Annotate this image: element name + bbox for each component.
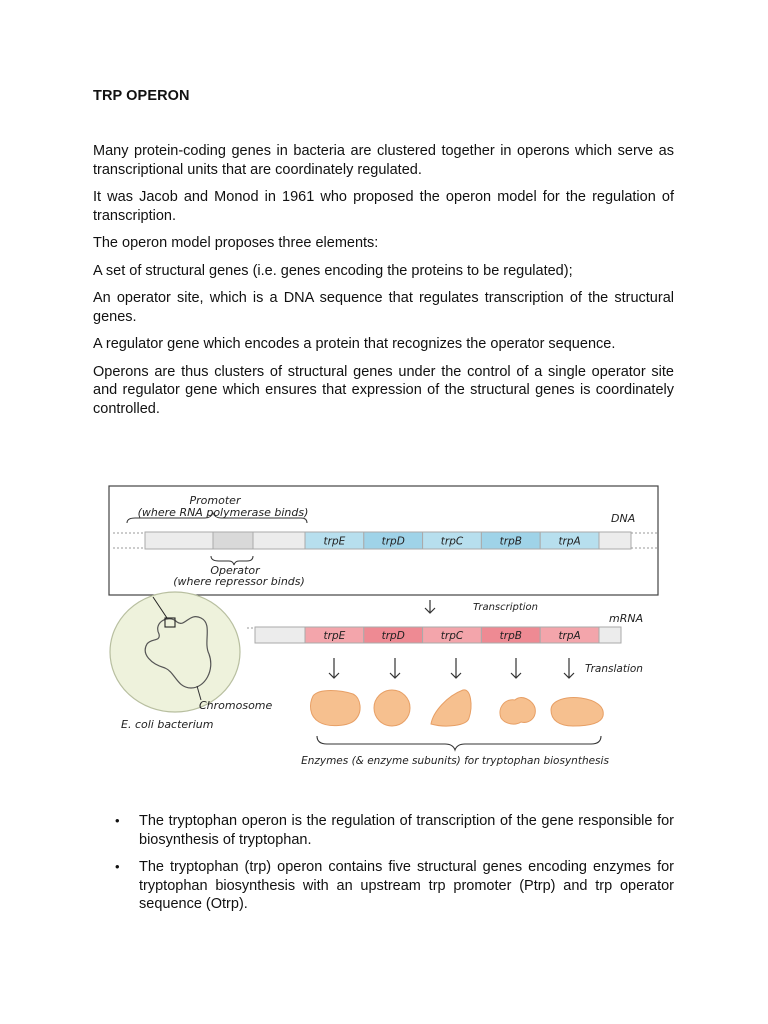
bullet-item (115, 858, 674, 914)
leader-region (253, 532, 305, 549)
mrna-gene-group (305, 627, 599, 643)
translation-arrow-trpa (564, 658, 574, 678)
mrna-gene-label-trpc: trpC (440, 630, 464, 642)
promoter-label: Promoter (189, 494, 241, 507)
bacterium-label: E. coli bacterium (121, 718, 214, 731)
translation-arrow-trpb (511, 658, 521, 678)
translation-arrow-trpc (451, 658, 461, 678)
page-title: TRP OPERON (93, 88, 190, 104)
bullet-list (115, 812, 674, 923)
trp-operon-svg (105, 482, 661, 772)
enzyme-group (311, 690, 604, 726)
bullet-marker: • (115, 859, 120, 874)
body-text (93, 142, 674, 427)
translation-arrow-trpd (390, 658, 400, 678)
enzyme-trpe (311, 691, 361, 726)
bullet-text: The tryptophan operon is the regulation of transcription of the gene responsible for biosynthesis of tryptophan. (139, 813, 674, 848)
mrna-gene-label-trpd: trpD (381, 630, 405, 642)
mrna-gene-label-trpe: trpE (323, 630, 346, 642)
promoter-description: (where RNA polymerase binds) (137, 506, 309, 519)
mrna-label: mRNA (609, 612, 644, 625)
translation-label: Translation (585, 663, 643, 675)
dna-gene-group (305, 532, 599, 549)
enzyme-trpb (500, 698, 535, 725)
operator-label: Operator (210, 564, 260, 577)
paragraph-operator-site: An operator site, which is a DNA sequence that regulates transcription of the structural genes. (93, 290, 674, 325)
enzymes-brace (317, 736, 601, 750)
paragraph-regulator-gene: A regulator gene which encodes a protein that recognizes the operator sequence. (93, 336, 616, 352)
dna-gene-label-trpa: trpA (558, 535, 581, 548)
operator-region (213, 532, 253, 549)
e-coli-cell (110, 592, 240, 712)
mrna-leader-region (255, 627, 307, 643)
enzymes-label: Enzymes (& enzyme subunits) for tryptophan biosynthesis (301, 755, 609, 767)
translation-arrow-trpe (329, 658, 339, 678)
translation-arrows (329, 658, 574, 678)
bullet-marker: • (115, 813, 120, 828)
dna-gene-label-trpb: trpB (499, 535, 522, 548)
dna-label: DNA (611, 512, 636, 525)
enzyme-trpd (374, 690, 410, 726)
dna-gene-label-trpe: trpE (323, 535, 346, 548)
promoter-region (145, 532, 213, 549)
enzyme-trpc (431, 690, 471, 726)
mrna-gene-label-trpb: trpB (499, 630, 522, 642)
dna-gene-label-trpd: trpD (381, 535, 405, 548)
bullet-text: The tryptophan (trp) operon contains five structural genes encoding enzymes for tryptophan biosynthesis with an upstream trp promoter (Ptrp) and trp operator sequence (Otrp). (139, 859, 674, 912)
paragraph-operons-summary: Operons are thus clusters of structural genes under the control of a single operator site and regulator gene which ensures that expression of the structural genes is coordinately controlled. (93, 363, 674, 417)
paragraph-structural-genes: A set of structural genes (i.e. genes encoding the proteins to be regulated); (93, 262, 573, 279)
paragraph-operons-intro: Many protein-coding genes in bacteria are clustered together in operons which serve as transcriptional units that are coordinately regulated. (93, 143, 674, 178)
mrna-trailer-region (599, 627, 621, 643)
dna-trailer-region (599, 532, 631, 549)
paragraph-three-elements: The operon model proposes three elements: (93, 235, 379, 251)
transcription-label: Transcription (473, 602, 539, 613)
enzyme-trpa (551, 698, 603, 727)
bullet-item (115, 812, 674, 849)
trp-operon-diagram (105, 482, 661, 772)
operator-description: (where repressor binds) (173, 575, 305, 588)
dna-gene-label-trpc: trpC (440, 535, 464, 548)
chromosome-label: Chromosome (199, 699, 273, 712)
paragraph-jacob-monod: It was Jacob and Monod in 1961 who proposed the operon model for the regulation of transcription. (93, 189, 674, 224)
mrna-gene-label-trpa: trpA (558, 630, 581, 642)
transcription-arrow (425, 600, 435, 613)
